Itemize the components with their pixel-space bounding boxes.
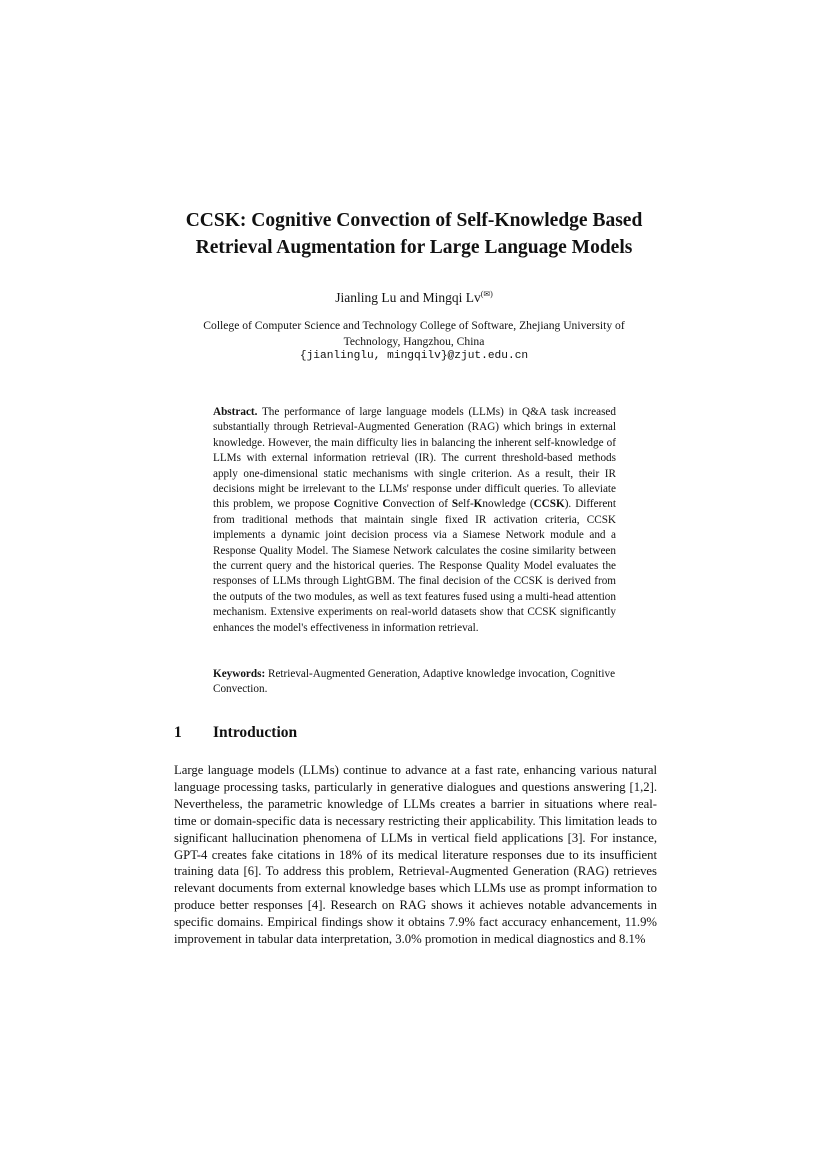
abstract-elf: elf- (458, 498, 474, 511)
abstract-label: Abstract. (213, 406, 258, 418)
introduction-paragraph: Large language models (LLMs) continue to advance at a fast rate, enhancing various natural language processing tasks, particularly in generative dialogues and questions answering [1,2]. Nevertheless, the parametric knowledge of LLMs creates a barrier in situations where real-time or domain-specific data is necessary restricting their applicability. This limitation leads to significant hallucination phenomena of LLMs in vertical field applications [3]. For instance, GPT-4 creates fake citations in 18% of its medical literature responses due to its insufficient training data [6]. To address this problem, Retrieval-Augmented Generation (RAG) retrieves relevant documents from external knowledge bases which LLMs use as prompt information to produce better responses [4]. Research on RAG shows it achieves notable advancements in specific domains. Empirical findings show it obtains 7.9% fact accuracy enhancement, 11.9% improvement in tabular data interpretation, 3.0% promotion in medical diagnostics and 8.1% (174, 763, 657, 947)
title-line-1: CCSK: Cognitive Convection of Self-Knowledge Based (185, 210, 643, 231)
affiliation-line-1: College of Computer Science and Technology College of Software, Zhejiang University of (203, 319, 625, 332)
author-email: {jianlinglu, mingqilv}@zjut.edu.cn (299, 350, 529, 362)
abstract-k: K (473, 498, 483, 511)
paper-title (100, 207, 728, 261)
section-title: Introduction (213, 724, 298, 741)
author-names: Jianling Lu and Mingqi Lv (335, 290, 481, 305)
abstract-ognitive: ognitive (341, 498, 383, 511)
abstract-nowledge: nowledge ( (482, 498, 534, 511)
keywords (213, 667, 616, 698)
affiliation-line-2: Technology, Hangzhou, China (343, 334, 485, 348)
title-line-2: Retrieval Augmentation for Large Language Models (195, 237, 633, 258)
keywords-label: Keywords: (213, 668, 266, 680)
corresponding-author-envelope-icon: (✉) (480, 289, 493, 299)
abstract-c2: C (382, 498, 391, 511)
abstract-c1: C (333, 498, 342, 511)
section-number: 1 (174, 724, 182, 741)
abstract-onvection: onvection of (390, 498, 452, 511)
abstract (213, 405, 616, 636)
abstract-acronym: CCSK (533, 498, 565, 511)
abstract-s: S (451, 498, 459, 511)
section-heading (174, 723, 658, 743)
abstract-text-2: ). Different from traditional methods that maintain single fixed IR activation criteria, CCSK implements a dynamic joint decision process via a Siamese Network module and a Response Quality Model. The Siamese Network calculates the cosine similarity between the current query and the historical queries. The Response Quality Model evaluates the responses of LLMs through LightGBM. The final decision of the CCSK is derived from the outputs of the two modules, as well as text features fused using a multi-head attention mechanism. Extensive experiments on real-world datasets show that CCSK significantly enhances the model's effectiveness in information retrieval. (213, 498, 616, 634)
authors (100, 289, 728, 307)
abstract-text-1: The performance of large language models (LLMs) in Q&A task increased substantially through Retrieval-Augmented Generation (RAG) which brings in external knowledge. However, the main difficulty lies in balancing the inherent self-knowledge of LLMs with external information retrieval (IR). The current threshold-based methods apply one-dimensional static mechanisms with single criterion. As a result, their IR decisions might be irrelevant to the LLMs' response under difficult queries. To alleviate this problem, we propose (213, 406, 616, 511)
affiliation (170, 318, 658, 349)
keywords-text: Retrieval-Augmented Generation, Adaptive knowledge invocation, Cognitive Convection. (213, 668, 616, 696)
